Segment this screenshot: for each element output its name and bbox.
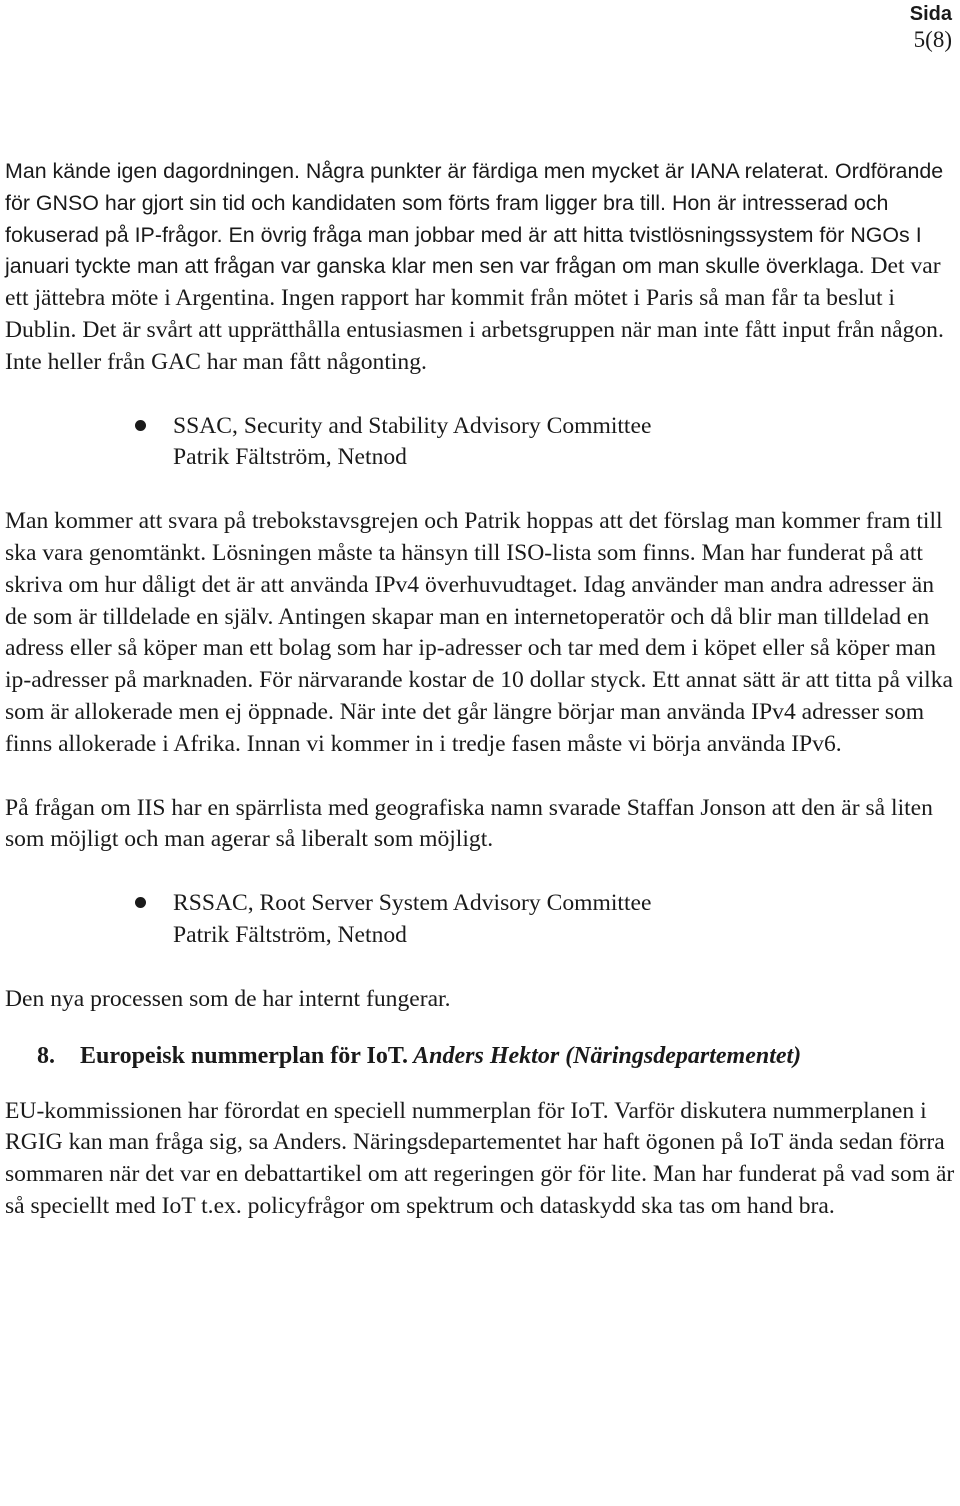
rssac-presenter: Patrik Fältström, Netnod xyxy=(173,921,407,948)
page-label: Sida xyxy=(909,3,952,25)
rssac-paragraph: Den nya processen som de har internt fungerar. xyxy=(5,985,451,1012)
intro-paragraph xyxy=(5,156,955,379)
ssac-paragraph: Man kommer att svara på trebokstavsgrejen och Patrik hoppas att det förslag man kommer fram till ska vara genomtänkt. Lösningen måste ta hänsyn till ISO-lista som finns. Man har funderat på att skriva om hur dåligt det är att använda IPv4 överhuvudtaget. Idag använder man andra adresser än de som är tilldelade en själv. Antingen skapar man en internetoperatör och då blir man tilldelad en adress eller så köper man ett bolag som har ip-adresser och tar med dem i köpet eller så köper man ip-adresser på marknaden. För närvarande kostar de 10 dollar styck. Ett annat sätt är att titta på vilka som är allokerade men ej öppnade. När inte det går längre börjar man använda IPv4 adresser som finns allokerade i Afrika. Innan vi kommer in i tredje fasen måste vi börja använda IPv6. xyxy=(5,508,954,757)
intro-sans-text: Man kände igen dagordningen. Några punkter är färdiga men mycket är IANA relaterat. Ordförande för GNSO har gjort sin tid och kandidaten som förts fram ligger bra till. Hon är intresserad och fokuserad på IP-frågor. En övrig fråga man jobbar med är att hitta tvistlösningssystem för NGOs I januari tyckte man att frågan var ganska klar men sen var frågan om man skulle överklaga. xyxy=(5,159,944,279)
intro-serif-text: Det var ett jättebra möte i Argentina. Ingen rapport har kommit från mötet i Paris så man får ta beslut i Dublin. Det är svårt att upprätthålla entusiasmen i arbetsgruppen när man inte fått input från någon. Inte heller från GAC har man fått någonting. xyxy=(5,253,944,375)
section-title: Europeisk nummerplan för IoT. xyxy=(80,1042,409,1069)
iis-paragraph: På frågan om IIS har en spärrlista med geografiska namn svarade Staffan Jonson att den är så liten som möjligt och man agerar så liberalt som möjligt. xyxy=(5,794,933,853)
document-body xyxy=(5,156,955,1223)
ssac-title: SSAC, Security and Stability Advisory Committee xyxy=(173,412,652,439)
rssac-bullet xyxy=(5,888,955,952)
bullet-icon xyxy=(135,420,146,431)
section-8-heading xyxy=(5,1040,955,1072)
ssac-bullet xyxy=(5,411,955,475)
section-number: 8. xyxy=(37,1042,55,1069)
rssac-title: RSSAC, Root Server System Advisory Committee xyxy=(173,890,652,917)
page-header xyxy=(910,2,952,54)
page-number: 5(8) xyxy=(913,27,952,52)
section-presenter: Anders Hektor (Näringsdepartementet) xyxy=(408,1042,802,1069)
ssac-presenter: Patrik Fältström, Netnod xyxy=(173,444,407,471)
section-8-paragraph: EU-kommissionen har förordat en speciell nummerplan för IoT. Varför diskutera nummerplanen i RGIG kan man fråga sig, sa Anders. Näringsdepartementet har haft ögonen på IoT ända sedan förra sommaren när det var en debattartikel om att regeringen gör för lite. Man har funderat på vad som är så speciellt med IoT t.ex. policyfrågor om spektrum och dataskydd ska tas om hand bra. xyxy=(5,1097,955,1219)
